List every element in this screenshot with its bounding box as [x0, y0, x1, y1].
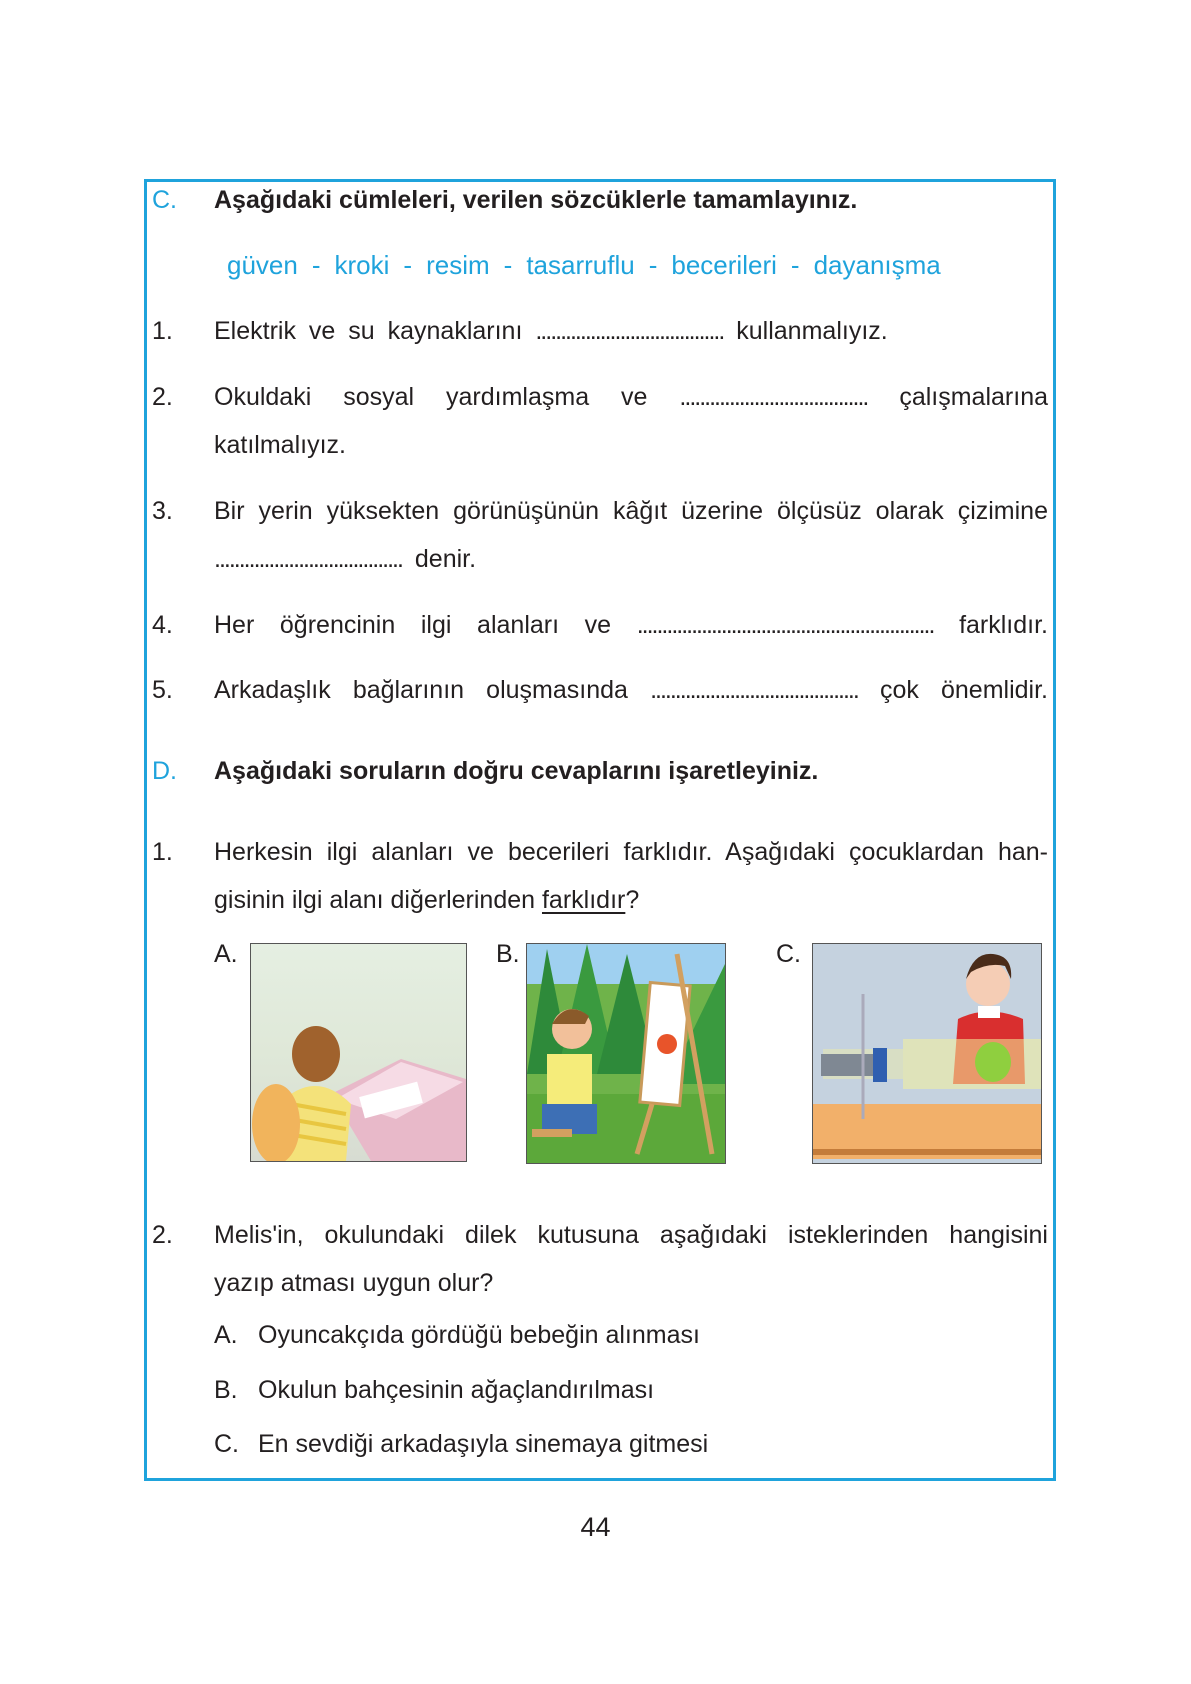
separator: -	[311, 250, 321, 280]
item-number: 3.	[152, 497, 173, 525]
blank[interactable]: ......................................	[214, 545, 402, 573]
fill-item-3-cont	[152, 544, 1048, 576]
text: çalışmalarına	[899, 383, 1048, 411]
underlined-word: farklıdır	[541, 886, 626, 914]
option-text: En sevdiği arkadaşıyla sinemaya gitmesi	[258, 1430, 709, 1458]
option-label: C.	[214, 1430, 239, 1458]
girl-drawing-image[interactable]	[250, 943, 467, 1162]
option-label[interactable]: B.	[496, 940, 520, 968]
question-1-cont	[152, 885, 1048, 917]
fill-item-5	[152, 675, 1048, 707]
question-2-cont	[152, 1268, 1048, 1300]
word-bank	[220, 250, 948, 281]
page-number: 44	[580, 1512, 611, 1542]
section-instruction: Aşağıdaki soruların doğru cevaplarını işaretleyiniz.	[214, 757, 819, 785]
word: dayanışma	[813, 250, 941, 280]
text: Okuldaki sosyal yardımlaşma ve	[214, 383, 648, 411]
separator: -	[403, 250, 413, 280]
answer-option-a[interactable]	[214, 1321, 700, 1350]
section-letter: D.	[152, 757, 177, 785]
question-1	[152, 837, 1048, 869]
word: resim	[426, 250, 490, 280]
option-text: Oyuncakçıda gördüğü bebeğin alınması	[258, 1321, 700, 1349]
boy-painting-image[interactable]	[526, 943, 726, 1164]
option-label[interactable]: A.	[214, 940, 238, 968]
item-number: 2.	[152, 383, 173, 411]
option-label: A.	[214, 1321, 238, 1349]
fill-item-2-cont	[152, 430, 1048, 462]
blank[interactable]: ............................................................	[636, 611, 934, 639]
separator: -	[790, 250, 800, 280]
question-text: Melis'in, okulundaki dilek kutusuna aşağıdaki isteklerinden hangisini	[214, 1221, 1048, 1249]
item-text: Bir yerin yüksekten görünüşünün kâğıt üzerine ölçüsüz olarak çizimine	[214, 497, 1048, 525]
text: farklıdır.	[959, 611, 1048, 639]
word: tasarruflu	[526, 250, 635, 280]
item-number: 1.	[152, 317, 173, 345]
text: Her öğrencinin ilgi alanları ve	[214, 611, 612, 639]
item-text	[214, 382, 1048, 412]
question-number: 2.	[152, 1221, 173, 1249]
text: Arkadaşlık bağlarının oluşmasında	[214, 676, 628, 704]
section-c-header	[152, 185, 1048, 217]
blank[interactable]: ......................................	[535, 317, 724, 345]
item-text	[214, 544, 1048, 574]
item-text	[214, 610, 1048, 640]
fill-item-1	[152, 316, 1048, 348]
fill-item-2	[152, 382, 1048, 414]
text: Elektrik ve su kaynaklarını	[214, 317, 523, 345]
word: kroki	[334, 250, 390, 280]
option-label: B.	[214, 1376, 238, 1404]
item-number: 4.	[152, 611, 173, 639]
separator: -	[503, 250, 513, 280]
item-number: 5.	[152, 676, 173, 704]
answer-option-c[interactable]	[214, 1430, 708, 1459]
boy-experiment-illustration	[813, 944, 1041, 1163]
text: denir.	[414, 545, 477, 573]
separator: -	[648, 250, 658, 280]
section-instruction: Aşağıdaki cümleleri, verilen sözcüklerle tamamlayınız.	[214, 186, 858, 214]
question-number: 1.	[152, 838, 173, 866]
boy-painting-illustration	[527, 944, 725, 1163]
word: becerileri	[671, 250, 777, 280]
item-text: katılmalıyız.	[214, 431, 346, 459]
section-letter: C.	[152, 186, 177, 214]
item-text	[214, 675, 1048, 705]
text: kullanmalıyız.	[736, 317, 888, 345]
answer-option-b[interactable]	[214, 1376, 654, 1405]
blank[interactable]: ......................................	[679, 383, 868, 411]
option-text: Okulun bahçesinin ağaçlandırılması	[258, 1376, 655, 1404]
section-d-header	[152, 756, 1048, 788]
question-text: Herkesin ilgi alanları ve becerileri farklıdır. Aşağıdaki çocuklardan han-	[214, 838, 1048, 866]
text: çok önemlidir.	[879, 676, 1048, 704]
question-2	[152, 1220, 1048, 1252]
boy-experiment-image[interactable]	[812, 943, 1042, 1164]
fill-item-4	[152, 610, 1048, 642]
text: ?	[625, 886, 640, 914]
question-text: yazıp atması uygun olur?	[214, 1269, 494, 1297]
girl-drawing-illustration	[251, 944, 466, 1161]
option-label[interactable]: C.	[776, 940, 801, 968]
question-text	[214, 885, 1048, 915]
text: gisinin ilgi alanı diğerlerinden	[214, 886, 542, 914]
fill-item-3	[152, 496, 1048, 528]
item-text	[214, 316, 1048, 346]
blank[interactable]: ..........................................	[650, 676, 858, 704]
word: güven	[227, 250, 298, 280]
